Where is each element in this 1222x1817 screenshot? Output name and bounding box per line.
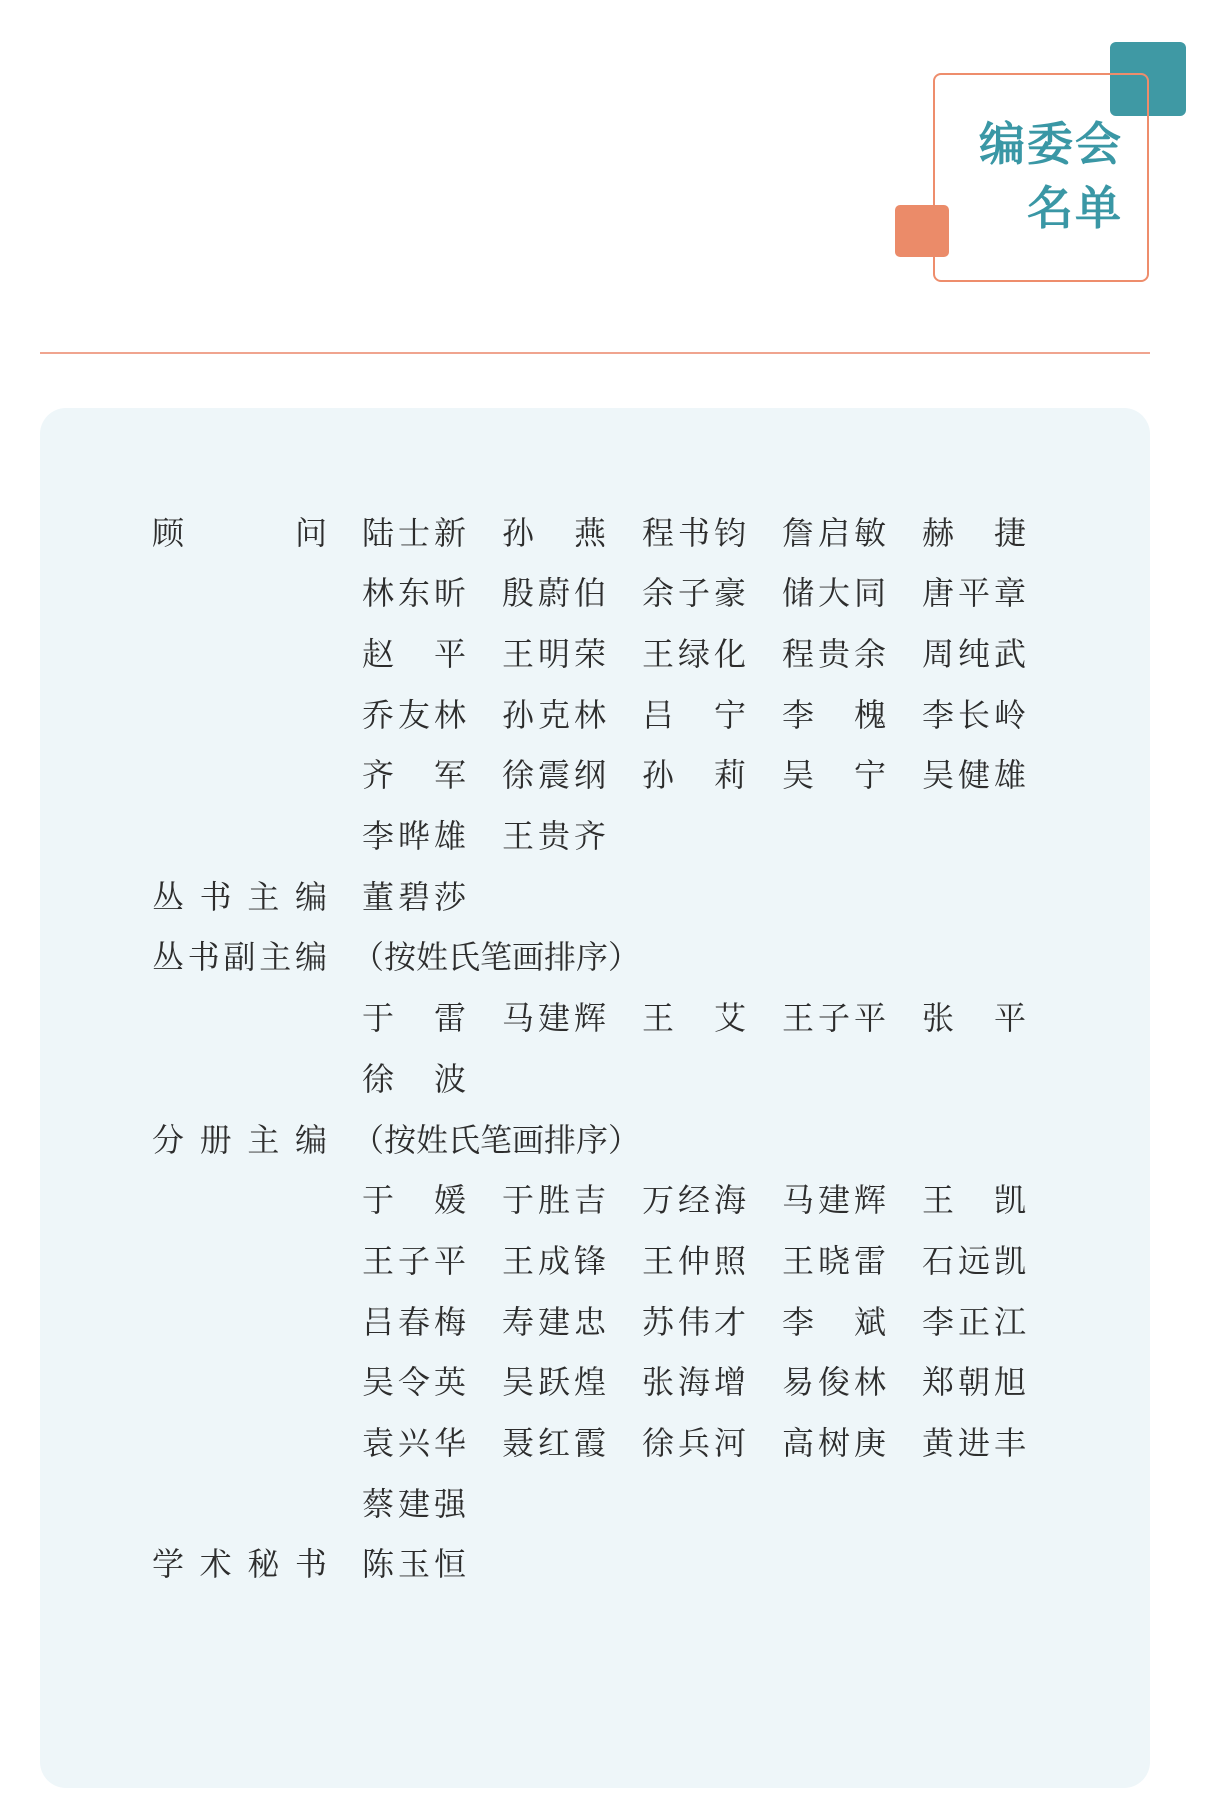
committee-row xyxy=(152,1350,1052,1411)
member-name: 徐 波 xyxy=(362,1059,466,1098)
member-name: 易 俊 林 xyxy=(782,1363,886,1402)
member-name: 赵 平 xyxy=(362,634,466,673)
member-name: 徐 震 纲 xyxy=(502,756,606,795)
member-name: 王 绿 化 xyxy=(642,634,746,673)
member-name: 程 贵 余 xyxy=(782,634,886,673)
committee-row xyxy=(152,1107,1052,1168)
committee-row xyxy=(152,1228,1052,1289)
committee-row xyxy=(152,743,1052,804)
member-name: 董 碧 莎 xyxy=(362,877,466,916)
member-name: 吴 令 英 xyxy=(362,1363,466,1402)
member-name: 苏 伟 才 xyxy=(642,1302,746,1341)
name-group xyxy=(362,621,1062,682)
name-group xyxy=(362,500,1062,561)
committee-row xyxy=(152,621,1052,682)
committee-row xyxy=(152,864,1052,925)
member-name: 詹 启 敏 xyxy=(782,513,886,552)
member-name: 王 晓 雷 xyxy=(782,1241,886,1280)
member-name: 于 雷 xyxy=(362,999,466,1038)
name-group xyxy=(362,1471,502,1532)
name-group xyxy=(362,1350,1062,1411)
name-group xyxy=(362,804,642,865)
member-name: 孙 燕 xyxy=(502,513,606,552)
member-name: 石 远 凯 xyxy=(922,1241,1026,1280)
page-title xyxy=(945,112,1123,240)
divider-line xyxy=(40,352,1150,354)
member-name: 余 子 豪 xyxy=(642,574,746,613)
committee-row xyxy=(152,1168,1052,1229)
member-name: 郑 朝 旭 xyxy=(922,1363,1026,1402)
member-name: 李 斌 xyxy=(782,1302,886,1341)
section-label: 顾 问 xyxy=(152,513,327,552)
member-name: 唐 平 章 xyxy=(922,574,1026,613)
section-label: 学 术 秘 书 xyxy=(152,1545,327,1584)
badge-orange-square xyxy=(895,205,949,257)
member-name: 于 胜 吉 xyxy=(502,1181,606,1220)
name-group xyxy=(362,682,1062,743)
member-name: 吴 宁 xyxy=(782,756,886,795)
member-name: 陆 士 新 xyxy=(362,513,466,552)
member-name: 王 成 锋 xyxy=(502,1241,606,1280)
committee-row xyxy=(152,925,1052,986)
name-group xyxy=(362,864,502,925)
committee-row xyxy=(152,1471,1052,1532)
member-name: 孙 克 林 xyxy=(502,695,606,734)
member-name: 王 子 平 xyxy=(782,999,886,1038)
member-name: 于 媛 xyxy=(362,1181,466,1220)
page-title-line-1: 编委会 xyxy=(979,117,1123,171)
name-group xyxy=(362,1228,1062,1289)
section-note: （按姓氏笔画排序） xyxy=(352,1120,641,1159)
member-name: 周 纯 武 xyxy=(922,634,1026,673)
member-name: 李 槐 xyxy=(782,695,886,734)
member-name: 王 仲 照 xyxy=(642,1241,746,1280)
member-name: 高 树 庚 xyxy=(782,1424,886,1462)
member-name: 蔡 建 强 xyxy=(362,1484,466,1523)
member-name: 王 明 荣 xyxy=(502,634,606,673)
committee-row xyxy=(152,1289,1052,1350)
member-name: 黄 进 丰 xyxy=(922,1424,1026,1462)
name-group xyxy=(362,743,1062,804)
section-label: 丛 书 主 编 xyxy=(152,877,327,916)
member-name: 程 书 钧 xyxy=(642,513,746,552)
member-name: 马 建 辉 xyxy=(782,1181,886,1220)
member-name: 齐 军 xyxy=(362,756,466,795)
member-name: 李 晔 雄 xyxy=(362,817,466,855)
name-group xyxy=(362,1168,1062,1229)
member-name: 孙 莉 xyxy=(642,756,746,795)
name-group xyxy=(362,1532,502,1593)
member-name: 陈 玉 恒 xyxy=(362,1545,466,1584)
member-name: 袁 兴 华 xyxy=(362,1424,466,1462)
member-name: 李 长 岭 xyxy=(922,695,1026,734)
member-name: 王 艾 xyxy=(642,999,746,1038)
name-group xyxy=(362,1289,1062,1350)
name-group xyxy=(362,1046,502,1107)
member-name: 殷 蔚 伯 xyxy=(502,574,606,613)
committee-row xyxy=(152,1046,1052,1107)
member-name: 聂 红 霞 xyxy=(502,1424,606,1462)
member-name: 赫 捷 xyxy=(922,513,1026,552)
member-name: 徐 兵 河 xyxy=(642,1424,746,1462)
name-group xyxy=(362,1411,1062,1472)
member-name: 寿 建 忠 xyxy=(502,1302,606,1341)
member-name: 吴 健 雄 xyxy=(922,756,1026,795)
member-name: 吴 跃 煌 xyxy=(502,1363,606,1402)
member-name: 林 东 昕 xyxy=(362,574,466,613)
member-name: 张 海 增 xyxy=(642,1363,746,1402)
member-name: 万 经 海 xyxy=(642,1181,746,1220)
section-note: （按姓氏笔画排序） xyxy=(352,938,641,977)
member-name: 王 子 平 xyxy=(362,1241,466,1280)
member-name: 王 贵 齐 xyxy=(502,817,606,855)
committee-row xyxy=(152,986,1052,1047)
committee-row xyxy=(152,500,1052,561)
section-label: 分 册 主 编 xyxy=(152,1120,327,1159)
page-title-line-2: 名单 xyxy=(1027,181,1123,235)
name-group xyxy=(362,986,1062,1047)
committee-row xyxy=(152,804,1052,865)
member-name: 王 凯 xyxy=(922,1181,1026,1220)
name-group xyxy=(362,561,1062,622)
member-name: 储 大 同 xyxy=(782,574,886,613)
committee-row xyxy=(152,1532,1052,1593)
committee-row xyxy=(152,561,1052,622)
committee-row xyxy=(152,682,1052,743)
member-name: 吕 春 梅 xyxy=(362,1302,466,1341)
member-name: 张 平 xyxy=(922,999,1026,1038)
member-name: 吕 宁 xyxy=(642,695,746,734)
committee-row xyxy=(152,1411,1052,1472)
member-name: 李 正 江 xyxy=(922,1302,1026,1341)
section-label: 丛 书 副 主 编 xyxy=(152,938,327,977)
member-name: 马 建 辉 xyxy=(502,999,606,1038)
member-name: 乔 友 林 xyxy=(362,695,466,734)
